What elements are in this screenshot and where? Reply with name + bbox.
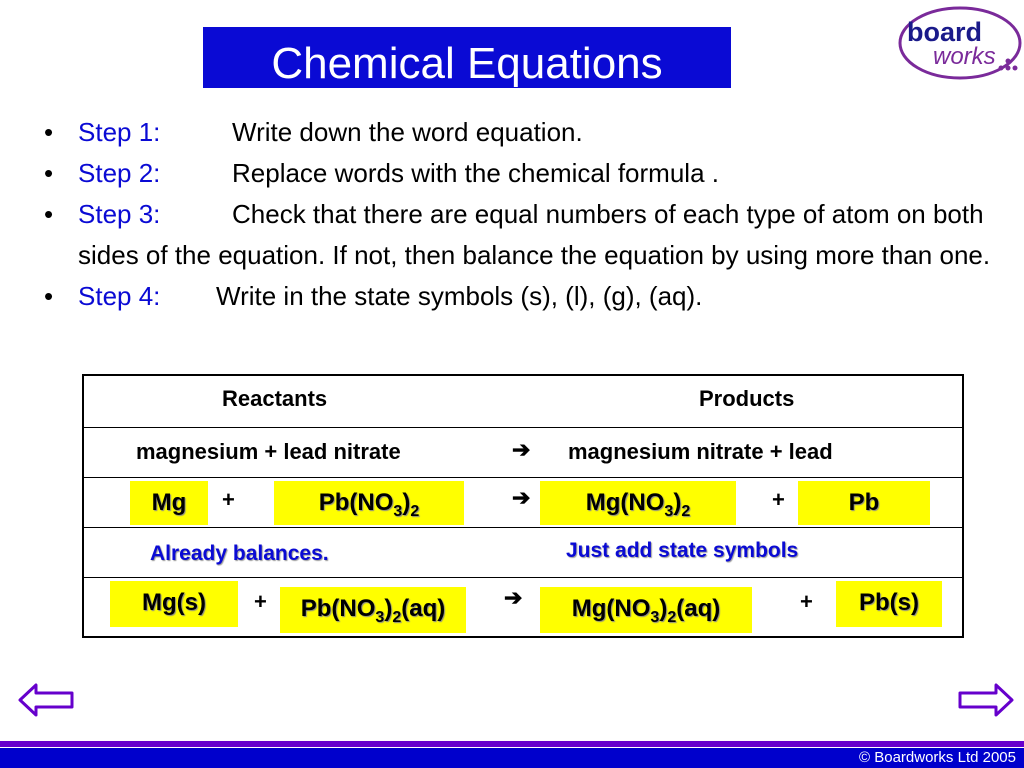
- equation-table: [82, 374, 964, 638]
- table-row-formula-equation: [84, 477, 962, 528]
- step-3-text: Check that there are equal numbers of each type of atom on both sides of the equation. If not, then balance the equation by using more than one.: [78, 199, 991, 270]
- plus-sign: +: [254, 589, 267, 614]
- prev-slide-button[interactable]: [16, 680, 76, 725]
- footer-accent-bar: [0, 741, 1024, 747]
- bullet: •: [44, 199, 54, 229]
- header-reactants: Reactants: [222, 386, 328, 411]
- step-4-text: Write in the state symbols (s), (l), (g), (aq).: [216, 281, 703, 311]
- arrow-icon: ➔: [512, 485, 531, 510]
- note-already-balances: Already balances.: [150, 542, 329, 565]
- steps-list: [44, 112, 1004, 317]
- step-1: [44, 112, 1004, 153]
- plus-sign: +: [800, 589, 813, 614]
- table-row-headers: [84, 376, 962, 428]
- bullet: •: [44, 158, 54, 188]
- state-lead: Pb(s): [836, 581, 942, 627]
- step-1-text: Write down the word equation.: [232, 117, 583, 147]
- boardworks-logo-icon: [897, 4, 1024, 82]
- step-1-label: Step 1:: [78, 117, 161, 147]
- logo-word-works: works: [933, 43, 996, 70]
- arrow-right-icon: [956, 680, 1016, 720]
- formula-lead-nitrate: $Pb(NO_3)_2$: [274, 481, 464, 525]
- formula-mg: Mg: [130, 481, 208, 525]
- step-3: [44, 194, 1004, 276]
- word-reactants: magnesium + lead nitrate: [136, 439, 401, 464]
- arrow-left-icon: [16, 680, 76, 720]
- note-add-state-symbols: Just add state symbols: [566, 539, 799, 562]
- state-magnesium-nitrate: $Mg(NO_3)_2(aq)$: [540, 587, 752, 633]
- plus-sign: +: [772, 487, 785, 512]
- plus-sign: +: [222, 487, 235, 512]
- word-products: magnesium nitrate + lead: [568, 439, 833, 464]
- arrow-icon: ➔: [512, 437, 531, 462]
- state-mg: Mg(s): [110, 581, 238, 627]
- bullet: •: [44, 117, 54, 147]
- step-2: [44, 153, 1004, 194]
- copyright-text: © Boardworks Ltd 2005: [859, 749, 1016, 766]
- slide-title: [203, 27, 731, 88]
- bullet: •: [44, 281, 54, 311]
- next-slide-button[interactable]: [956, 680, 1016, 725]
- step-4-label: Step 4:: [78, 281, 161, 311]
- state-lead-nitrate: $Pb(NO_3)_2(aq)$: [280, 587, 466, 633]
- logo-word-board: board: [907, 17, 983, 47]
- table-row-state-equation: [84, 577, 962, 636]
- step-3-label: Step 3:: [78, 199, 161, 229]
- table-row-notes: [84, 527, 962, 578]
- formula-lead: Pb: [798, 481, 930, 525]
- table-row-word-equation: [84, 427, 962, 478]
- formula-magnesium-nitrate: $Mg(NO_3)_2$: [540, 481, 736, 525]
- slide-title-text: Chemical Equations: [271, 39, 663, 88]
- footer-bar: [0, 748, 1024, 768]
- arrow-icon: ➔: [504, 585, 523, 610]
- header-products: Products: [699, 386, 795, 411]
- step-2-text: Replace words with the chemical formula .: [232, 158, 719, 188]
- boardworks-logo: [897, 4, 1024, 82]
- step-2-label: Step 2:: [78, 158, 161, 188]
- step-4: [44, 276, 1004, 317]
